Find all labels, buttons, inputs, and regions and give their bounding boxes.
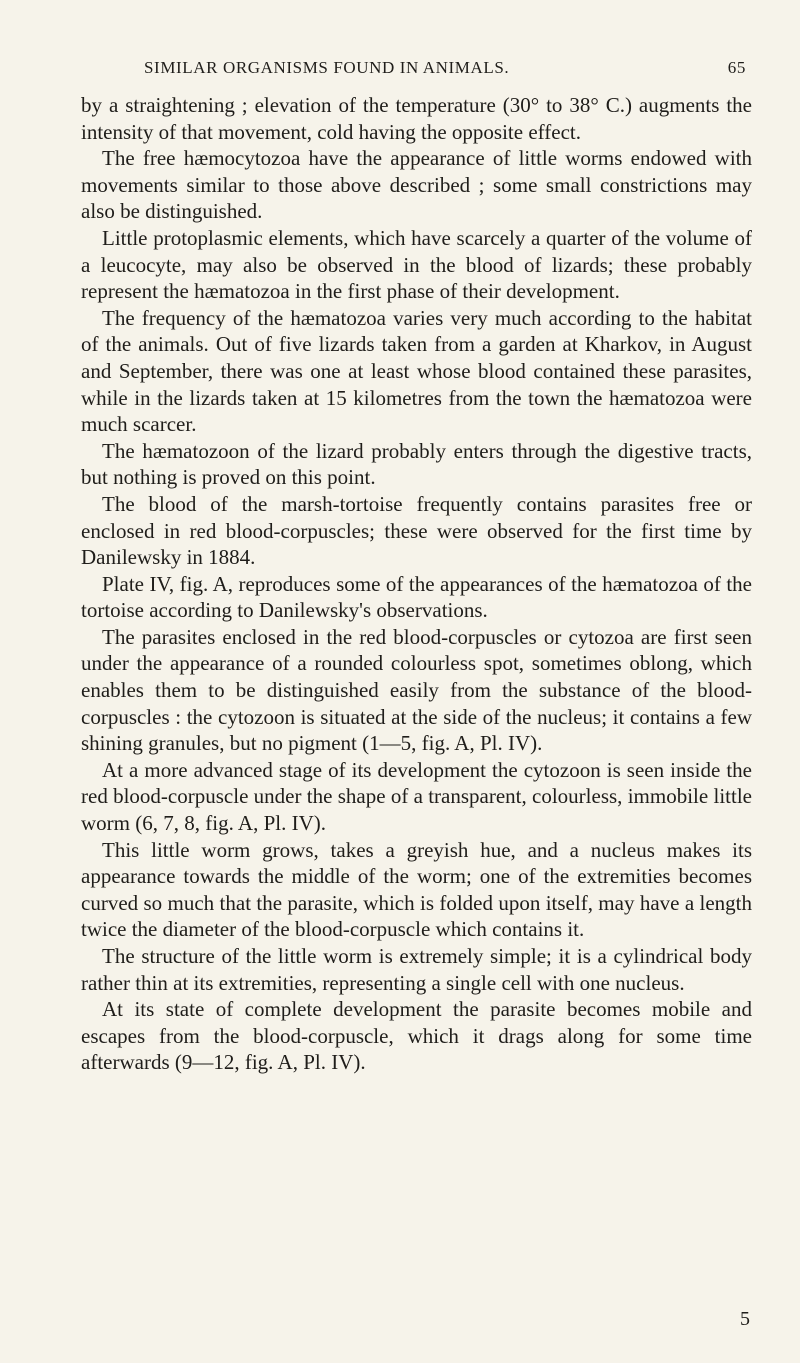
running-head-title: SIMILAR ORGANISMS FOUND IN ANIMALS. xyxy=(144,58,510,77)
running-head xyxy=(81,58,752,92)
paragraph: This little worm grows, takes a greyish hue, and a nucleus makes its appearance towards the middle of the worm; one of the extremities becomes curved so much that the parasite, which is folded upon itself, may have a length twice the diameter of the blood-corpuscle which contains it. xyxy=(81,837,752,942)
signature-mark: 5 xyxy=(740,1308,750,1330)
paragraph: At its state of complete development the parasite becomes mobile and escapes from the blood-corpuscle, which it drags along for some time afterwards (9—12, fig. A, Pl. IV). xyxy=(81,997,752,1075)
paragraph: Little protoplasmic elements, which have scarcely a quarter of the volume of a leucocyte, may also be observed in the blood of lizards; these probably represent the hæmatozoa in the first phase of their development. xyxy=(81,225,752,304)
paragraph: The parasites enclosed in the red blood-corpuscles or cytozoa are first seen under the appearance of a rounded colourless spot, sometimes oblong, which enables them to be distinguished easily from the substance of the blood-corpuscles : the cytozoon is situated at the side of the nucleus; it contains a few shining granules, but no pigment (1—5, fig. A, Pl. IV). xyxy=(81,624,752,756)
paragraph: The structure of the little worm is extremely simple; it is a cylindrical body rather thin at its extremities, representing a single cell with one nucleus. xyxy=(81,944,752,995)
paragraph: The frequency of the hæmatozoa varies very much according to the habitat of the animals. Out of five lizards taken from a garden at Kharkov, in August and September, there was one at least whose blood contained these parasites, while in the lizards taken at 15 kilometres from the town the hæmatozoa were much scarcer. xyxy=(81,305,752,437)
paragraph: At a more advanced stage of its development the cytozoon is seen inside the red blood-corpuscle under the shape of a transparent, colourless, immobile little worm (6, 7, 8, fig. A, Pl. IV). xyxy=(81,757,752,836)
paragraph: The blood of the marsh-tortoise frequently contains parasites free or enclosed in red blood-corpuscles; these were observed for the first time by Danilewsky in 1884. xyxy=(81,491,752,570)
body-text xyxy=(81,92,752,1076)
paragraph: Plate IV, fig. A, reproduces some of the appearances of the hæmatozoa of the tortoise according to Danilewsky's observations. xyxy=(81,571,752,623)
paragraph: The free hæmocytozoa have the appearance of little worms endowed with movements similar to those above described ; some small constrictions may also be distinguished. xyxy=(81,146,752,224)
paragraph: The hæmatozoon of the lizard probably enters through the digestive tracts, but nothing is proved on this point. xyxy=(81,438,752,490)
page-number: 65 xyxy=(727,58,746,77)
paragraph-continued: by a straightening ; elevation of the temperature (30° to 38° C.) augments the intensity of that movement, cold having the opposite effect. xyxy=(81,93,752,144)
